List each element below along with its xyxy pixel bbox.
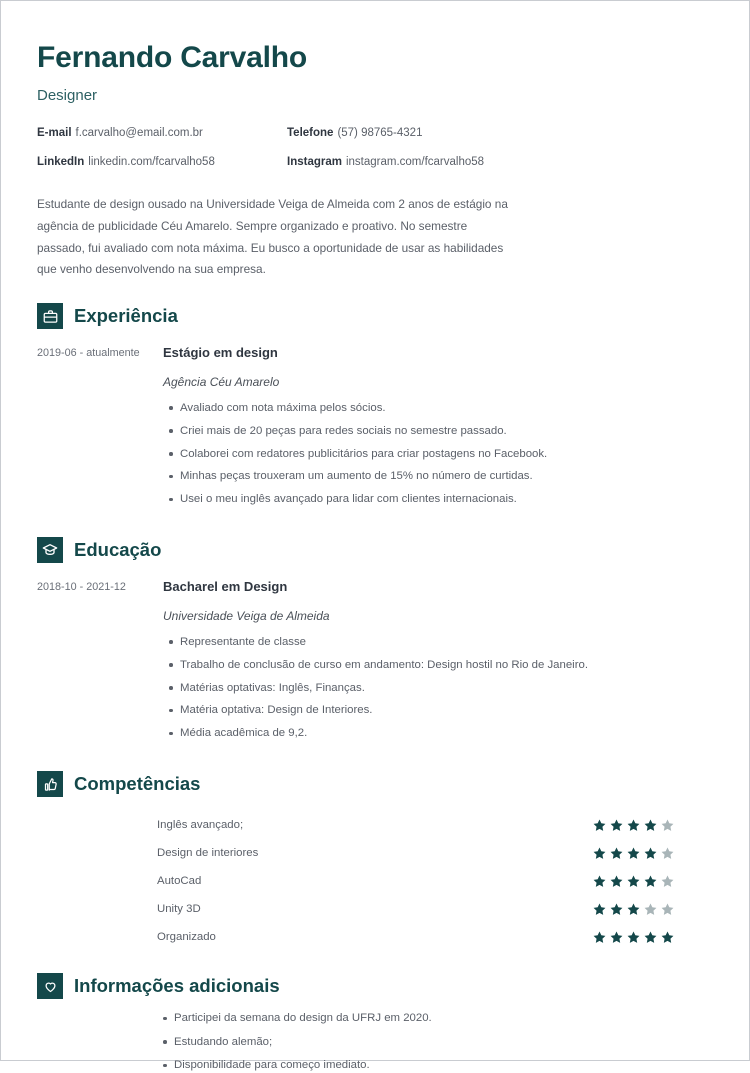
section-experience-header <box>37 303 713 329</box>
contact-email <box>37 126 287 141</box>
experience-body <box>157 345 713 515</box>
contact-email-value[interactable]: f.carvalho@email.com.br <box>75 127 203 139</box>
contact-instagram-value[interactable]: instagram.com/fcarvalho58 <box>345 155 485 168</box>
star-icon <box>643 930 658 945</box>
professional-summary: Estudante de design ousado na Universidade Veiga de Almeida com 2 anos de estágio na agência de publicidade Céu Amarelo. Sempre organizado e proativo. No semestre passado, fui avaliado com nota máxima. Eu busco a oportunidade de usar as habilidades que venho desenvolvendo na sua empresa. <box>37 196 508 277</box>
star-icon <box>660 902 675 917</box>
skill-rating <box>592 902 713 917</box>
experience-dates: 2019-06 - atualmente <box>37 347 140 360</box>
star-icon <box>660 874 675 889</box>
skill-row <box>37 895 713 923</box>
star-icon <box>643 874 658 889</box>
list-item: Minhas peças trouxeram um aumento de 15% no número de curtidas. <box>180 469 713 484</box>
contact-linkedin-label: LinkedIn <box>37 155 85 168</box>
skill-name: Inglês avançado; <box>157 819 244 832</box>
candidate-name: Fernando Carvalho <box>37 41 307 74</box>
contact-phone <box>287 126 713 141</box>
education-body <box>157 579 713 749</box>
education-institution: Universidade Veiga de Almeida <box>163 608 330 623</box>
star-icon <box>643 902 658 917</box>
section-additional-info-title: Informações adicionais <box>74 974 280 996</box>
star-icon <box>592 874 607 889</box>
briefcase-icon <box>37 303 63 329</box>
list-item: Criei mais de 20 peças para redes sociais no semestre passado. <box>180 424 713 439</box>
experience-role: Estágio em design <box>163 345 278 361</box>
section-additional-info-header <box>37 973 713 999</box>
star-icon <box>660 846 675 861</box>
skill-name: Organizado <box>157 931 216 944</box>
list-item: Representante de classe <box>180 635 713 650</box>
section-experience <box>37 303 713 515</box>
education-degree: Bacharel em Design <box>163 579 288 595</box>
skill-rating <box>592 818 713 833</box>
section-skills-title: Competências <box>74 772 201 794</box>
star-icon <box>626 930 641 945</box>
list-item: Usei o meu inglês avançado para lidar com clientes internacionais. <box>180 492 713 507</box>
graduation-cap-icon <box>37 537 63 563</box>
section-education <box>37 537 713 749</box>
star-icon <box>609 874 624 889</box>
star-icon <box>643 818 658 833</box>
section-education-header <box>37 537 713 563</box>
candidate-job-title: Designer <box>37 87 98 104</box>
contact-phone-label: Telefone <box>287 127 334 139</box>
contact-instagram <box>287 155 713 170</box>
resume-header <box>37 41 713 104</box>
star-icon <box>592 902 607 917</box>
skill-row <box>37 811 713 839</box>
star-icon <box>660 818 675 833</box>
section-experience-title: Experiência <box>74 304 178 326</box>
list-item: Estudando alemão; <box>174 1035 713 1050</box>
skill-row <box>37 839 713 867</box>
education-dates: 2018-10 - 2021-12 <box>37 581 126 594</box>
section-skills-header <box>37 771 713 797</box>
star-icon <box>592 930 607 945</box>
section-skills <box>37 771 713 951</box>
list-item: Colaborei com redatores publicitários para criar postagens no Facebook. <box>180 447 713 462</box>
skill-name: Unity 3D <box>157 903 201 916</box>
star-icon <box>609 818 624 833</box>
star-icon <box>660 930 675 945</box>
experience-organization: Agência Céu Amarelo <box>163 374 280 389</box>
star-icon <box>643 846 658 861</box>
contact-email-label: E-mail <box>37 127 72 139</box>
experience-entry <box>37 345 713 515</box>
education-entry <box>37 579 713 749</box>
list-item: Média acadêmica de 9,2. <box>180 726 713 741</box>
star-icon <box>626 818 641 833</box>
star-icon <box>626 874 641 889</box>
skill-name: AutoCad <box>157 875 202 888</box>
skills-list <box>37 811 713 951</box>
contact-phone-value[interactable]: (57) 98765-4321 <box>337 127 423 139</box>
heart-icon <box>37 973 63 999</box>
star-icon <box>592 818 607 833</box>
contact-details <box>37 126 713 170</box>
star-icon <box>592 846 607 861</box>
list-item: Disponibilidade para começo imediato. <box>174 1058 713 1073</box>
star-icon <box>609 930 624 945</box>
list-item: Trabalho de conclusão de curso em andamento: Design hostil no Rio de Janeiro. <box>180 658 713 673</box>
skill-rating <box>592 846 713 861</box>
skill-rating <box>592 930 713 945</box>
contact-instagram-label: Instagram <box>287 155 342 168</box>
thumb-up-icon <box>37 771 63 797</box>
skill-row <box>37 923 713 951</box>
education-bullets <box>163 635 713 742</box>
skill-rating <box>592 874 713 889</box>
star-icon <box>626 846 641 861</box>
list-item: Matéria optativa: Design de Interiores. <box>180 703 713 718</box>
contact-linkedin-value[interactable]: linkedin.com/fcarvalho58 <box>88 155 215 168</box>
section-education-title: Educação <box>74 538 162 560</box>
skill-name: Design de interiores <box>157 847 259 860</box>
experience-bullets <box>163 401 713 508</box>
additional-info-bullets <box>37 1011 713 1073</box>
skill-row <box>37 867 713 895</box>
star-icon <box>609 902 624 917</box>
list-item: Participei da semana do design da UFRJ em 2020. <box>174 1011 713 1026</box>
list-item: Avaliado com nota máxima pelos sócios. <box>180 401 713 416</box>
section-additional-info <box>37 973 713 1073</box>
star-icon <box>626 902 641 917</box>
star-icon <box>609 846 624 861</box>
list-item: Matérias optativas: Inglês, Finanças. <box>180 681 713 696</box>
contact-linkedin <box>37 155 287 170</box>
